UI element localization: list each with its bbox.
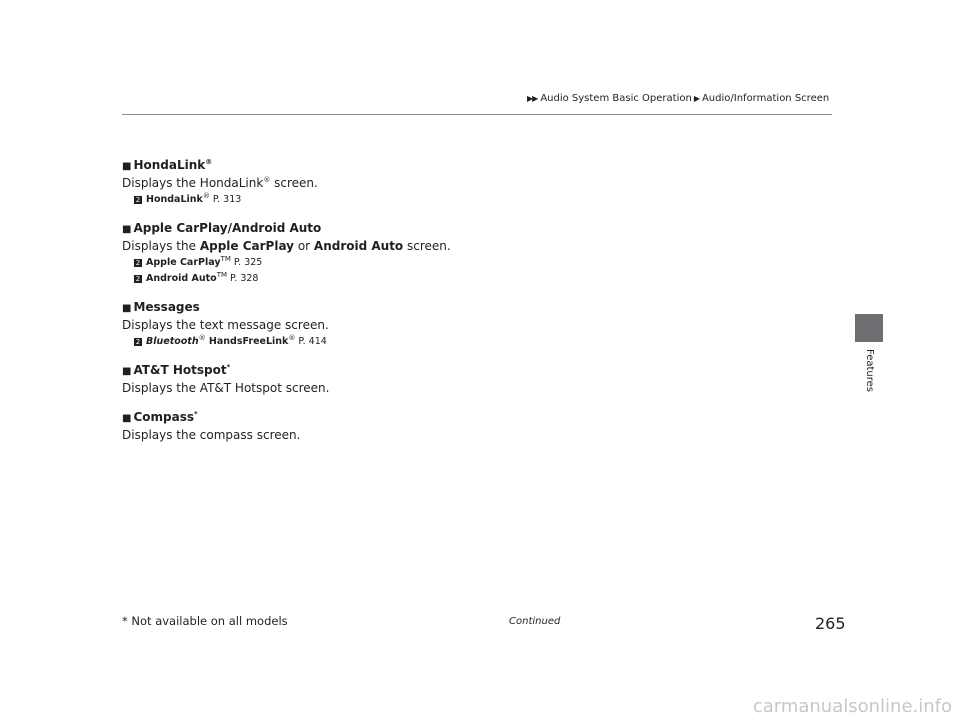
section-heading: ■ AT&T Hotspot*: [122, 363, 231, 377]
square-bullet-icon: ■: [122, 224, 132, 235]
footnote: * Not available on all models: [122, 614, 288, 628]
reference-arrow-icon: 2: [135, 259, 141, 267]
chapter-tab: [855, 314, 883, 342]
section-description: Displays the AT&T Hotspot screen.: [122, 381, 330, 395]
page-content: [122, 157, 822, 456]
breadcrumb: [527, 93, 829, 104]
watermark: carmanualsonline.info: [752, 696, 952, 717]
square-bullet-icon: ■: [122, 303, 132, 314]
page-reference[interactable]: 2 Android Auto™ P. 328: [135, 270, 259, 284]
square-bullet-icon: ■: [122, 366, 132, 377]
page-reference[interactable]: 2 Apple CarPlay™ P. 325: [135, 254, 263, 268]
section-compass: [122, 409, 822, 443]
section-description: Displays the text message screen.: [122, 318, 329, 332]
header-rule: [122, 114, 832, 115]
section-hotspot: [122, 362, 822, 396]
reference-arrow-icon: 2: [135, 338, 141, 346]
page-reference[interactable]: 2 HondaLink® P. 313: [135, 191, 242, 205]
double-arrow-icon: ▶▶: [527, 94, 538, 103]
section-heading: ■ Compass*: [122, 410, 198, 424]
footnote-asterisk: *: [226, 363, 231, 371]
square-bullet-icon: ■: [122, 413, 132, 424]
chapter-label: Features: [863, 348, 875, 392]
section-description: Displays the compass screen.: [122, 428, 301, 442]
footnote-asterisk: *: [193, 410, 198, 418]
reference-arrow-icon: 2: [135, 196, 141, 204]
section-hondalink: [122, 157, 822, 207]
section-heading: ■ HondaLink®: [122, 158, 213, 172]
breadcrumb-item: Audio/Information Screen: [701, 93, 830, 104]
section-carplay-android: [122, 220, 822, 286]
arrow-icon: ▶: [693, 94, 700, 103]
section-heading: ■ Messages: [122, 300, 200, 314]
section-heading: ■ Apple CarPlay/Android Auto: [122, 221, 322, 235]
square-bullet-icon: ■: [122, 161, 132, 172]
page-number: 265: [815, 614, 846, 633]
registered-mark: ®: [205, 158, 213, 166]
breadcrumb-item: Audio System Basic Operation: [540, 93, 692, 104]
continued-label: Continued: [509, 616, 561, 627]
page-reference[interactable]: 2 Bluetooth® HandsFreeLink® P. 414: [135, 333, 327, 347]
section-description: Displays the Apple CarPlay or Android Auto screen.: [122, 239, 451, 253]
section-description: Displays the HondaLink® screen.: [122, 176, 318, 190]
reference-arrow-icon: 2: [135, 275, 141, 283]
section-messages: [122, 299, 822, 349]
